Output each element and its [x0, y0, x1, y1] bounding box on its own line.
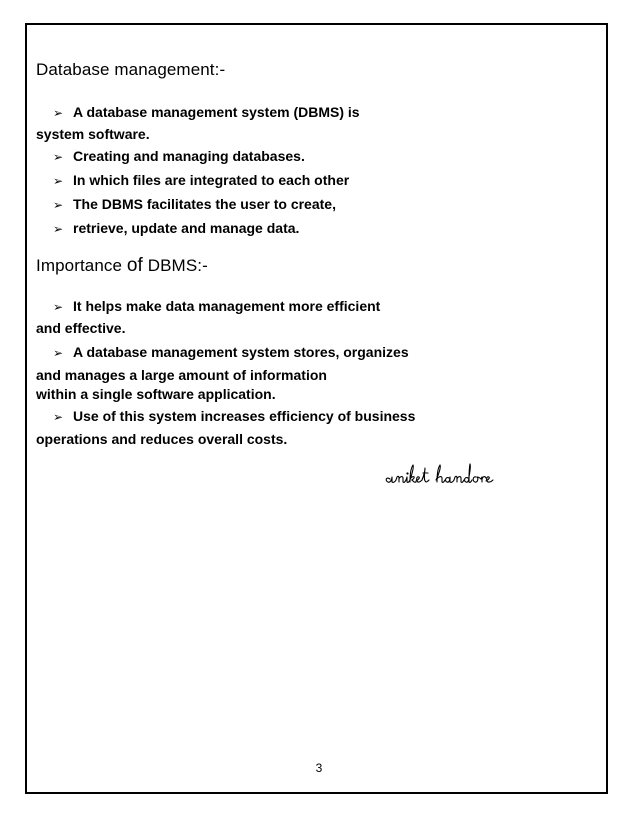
heading-database-management: Database management:- [36, 60, 226, 79]
heading-part: Importance [36, 256, 127, 275]
bullet-line [53, 104, 360, 122]
bullet-line [53, 172, 349, 190]
bullet-line [53, 408, 415, 426]
arrow-bullet-icon: ➢ [53, 222, 64, 236]
arrow-bullet-icon: ➢ [53, 106, 64, 120]
continuation-line: within a single software application. [36, 386, 276, 402]
continuation-line: and manages a large amount of information [36, 367, 327, 383]
bullet-text: retrieve, update and manage data. [73, 220, 300, 236]
signature-text: aniket handore [382, 459, 389, 460]
bullet-text: A database management system (DBMS) is [73, 104, 360, 120]
bullet-line [53, 148, 305, 166]
heading-part: DBMS:- [142, 256, 208, 275]
heading-importance-of-dbms [36, 255, 208, 277]
bullet-line [53, 344, 409, 362]
arrow-bullet-icon: ➢ [53, 410, 64, 424]
bullet-text: A database management system stores, organizes [73, 344, 409, 360]
bullet-text: Use of this system increases efficiency of business [73, 408, 416, 424]
arrow-bullet-icon: ➢ [53, 150, 64, 164]
bullet-line [53, 196, 336, 214]
bullet-text: In which files are integrated to each other [73, 172, 350, 188]
arrow-bullet-icon: ➢ [53, 198, 64, 212]
bullet-line [53, 298, 380, 316]
handwritten-signature [382, 459, 512, 489]
bullet-line [53, 220, 299, 238]
bullet-text: It helps make data management more efficient [73, 298, 381, 314]
heading-part: of [126, 255, 143, 276]
continuation-line: and effective. [36, 320, 126, 336]
continuation-line: operations and reduces overall costs. [36, 431, 288, 447]
bullet-text: Creating and managing databases. [73, 148, 305, 164]
bullet-text: The DBMS facilitates the user to create, [73, 196, 336, 212]
arrow-bullet-icon: ➢ [53, 174, 64, 188]
continuation-line: system software. [36, 126, 150, 142]
arrow-bullet-icon: ➢ [53, 300, 64, 314]
page-number: 3 [315, 761, 323, 775]
arrow-bullet-icon: ➢ [53, 346, 64, 360]
